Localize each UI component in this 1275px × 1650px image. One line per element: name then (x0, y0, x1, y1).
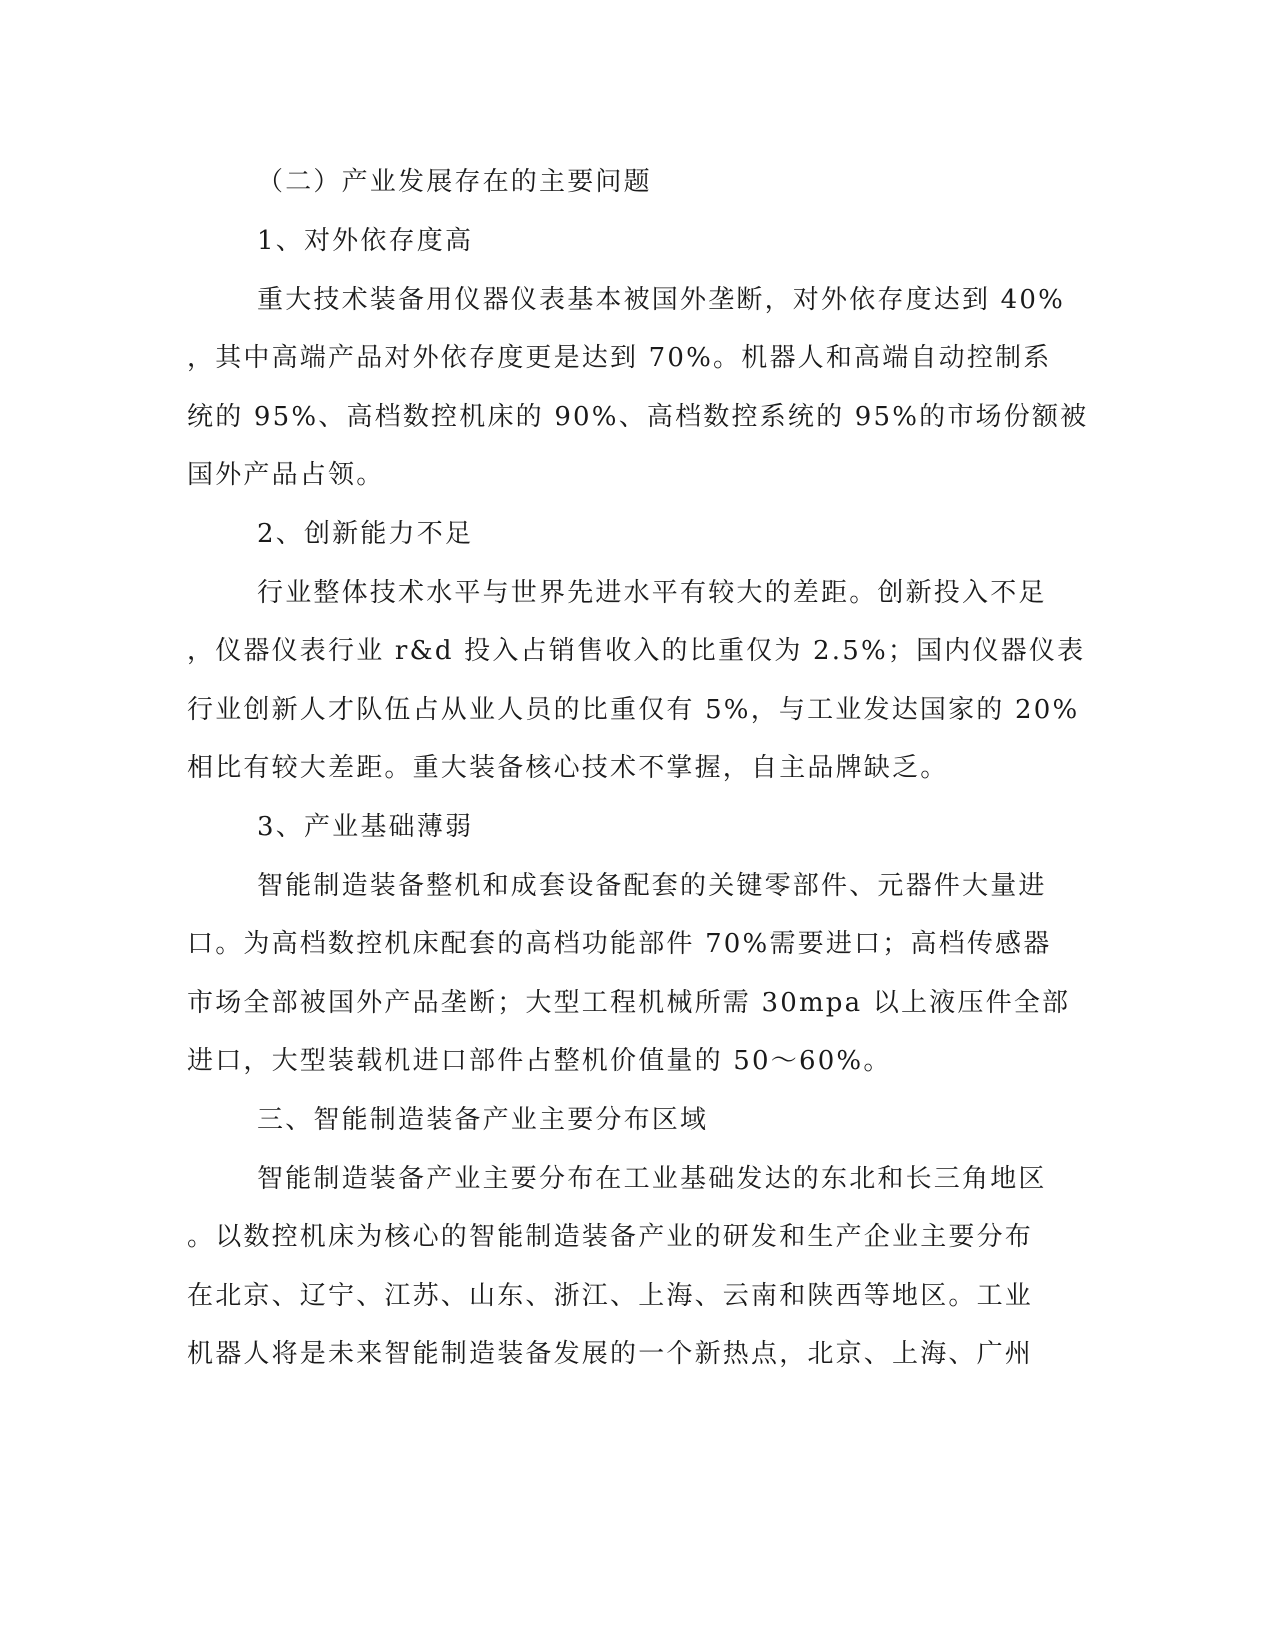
paragraph-line: 智能制造装备整机和成套设备配套的关键零部件、元器件大量进 (257, 871, 1047, 901)
paragraph-line: 行业整体技术水平与世界先进水平有较大的差距。创新投入不足 (257, 578, 1047, 608)
paragraph-line: 智能制造装备产业主要分布在工业基础发达的东北和长三角地区 (257, 1164, 1047, 1194)
paragraph-line: 市场全部被国外产品垄断；大型工程机械所需 30mpa 以上液压件全部 (187, 988, 1071, 1018)
subheading-industrial-base: 3、产业基础薄弱 (257, 812, 474, 842)
paragraph-line: 口。为高档数控机床配套的高档功能部件 70%需要进口；高档传感器 (187, 929, 1052, 959)
paragraph-line: 行业创新人才队伍占从业人员的比重仅有 5%，与工业发达国家的 20% (187, 695, 1080, 725)
paragraph-line: 国外产品占领。 (187, 460, 385, 490)
paragraph-line: 统的 95%、高档数控机床的 90%、高档数控系统的 95%的市场份额被 (187, 402, 1089, 432)
paragraph-line: ，仪器仪表行业 r&d 投入占销售收入的比重仅为 2.5%；国内仪器仪表 (187, 636, 1086, 666)
paragraph-line: 机器人将是未来智能制造装备发展的一个新热点，北京、上海、广州 (187, 1339, 1034, 1369)
paragraph-line: 相比有较大差距。重大装备核心技术不掌握，自主品牌缺乏。 (187, 753, 949, 783)
paragraph-line: 进口，大型装载机进口部件占整机价值量的 50～60%。 (187, 1046, 892, 1076)
paragraph-line: 在北京、辽宁、江苏、山东、浙江、上海、云南和陕西等地区。工业 (187, 1281, 1034, 1311)
subheading-innovation: 2、创新能力不足 (257, 519, 474, 549)
paragraph-line: ，其中高端产品对外依存度更是达到 70%。机器人和高端自动控制系 (187, 343, 1052, 373)
section-heading-distribution: 三、智能制造装备产业主要分布区域 (257, 1105, 709, 1135)
subheading-external-dependence: 1、对外依存度高 (257, 226, 474, 256)
paragraph-line: 。以数控机床为核心的智能制造装备产业的研发和生产企业主要分布 (187, 1222, 1034, 1252)
paragraph-line: 重大技术装备用仪器仪表基本被国外垄断，对外依存度达到 40% (257, 285, 1066, 315)
section-heading-main-problems: （二）产业发展存在的主要问题 (257, 167, 652, 197)
